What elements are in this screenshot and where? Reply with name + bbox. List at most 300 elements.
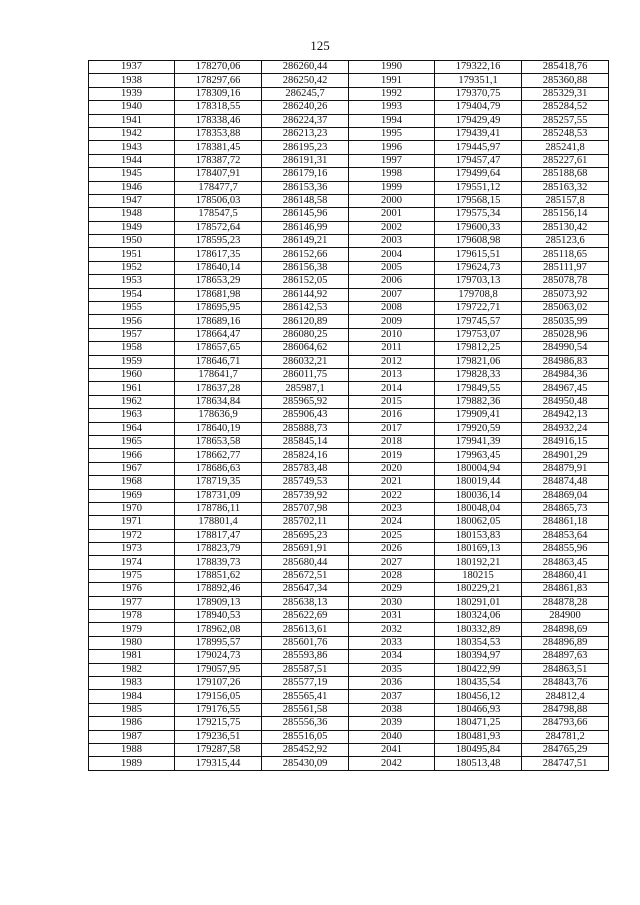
y-coordinate-cell: 285622,69 (262, 610, 349, 623)
x-coordinate-cell: 178547,5 (175, 208, 262, 221)
y-coordinate-cell: 284984,36 (522, 368, 609, 381)
y-coordinate-cell: 285601,76 (262, 636, 349, 649)
y-coordinate-cell: 285647,34 (262, 583, 349, 596)
x-coordinate-cell: 178595,23 (175, 235, 262, 248)
x-coordinate-cell: 178641,7 (175, 368, 262, 381)
point-number-cell: 1978 (89, 610, 175, 623)
y-coordinate-cell: 285241,8 (522, 141, 609, 154)
point-number-cell: 1944 (89, 154, 175, 167)
y-coordinate-cell: 285638,13 (262, 596, 349, 609)
y-coordinate-cell: 285028,96 (522, 328, 609, 341)
point-number-cell: 2040 (349, 730, 435, 743)
y-coordinate-cell: 286191,31 (262, 154, 349, 167)
y-coordinate-cell: 285157,8 (522, 194, 609, 207)
table-row (89, 194, 609, 207)
table-row (89, 221, 609, 234)
x-coordinate-cell: 179909,41 (435, 409, 522, 422)
y-coordinate-cell: 285556,36 (262, 717, 349, 730)
point-number-cell: 1983 (89, 676, 175, 689)
point-number-cell: 2008 (349, 302, 435, 315)
table-row (89, 556, 609, 569)
x-coordinate-cell: 178962,08 (175, 623, 262, 636)
y-coordinate-cell: 284812,4 (522, 690, 609, 703)
point-number-cell: 1970 (89, 502, 175, 515)
point-number-cell: 1959 (89, 355, 175, 368)
y-coordinate-cell: 285188,68 (522, 168, 609, 181)
point-number-cell: 2021 (349, 476, 435, 489)
y-coordinate-cell: 286153,36 (262, 181, 349, 194)
y-coordinate-cell: 284898,69 (522, 623, 609, 636)
point-number-cell: 1942 (89, 127, 175, 140)
point-number-cell: 1992 (349, 87, 435, 100)
x-coordinate-cell: 179236,51 (175, 730, 262, 743)
x-coordinate-cell: 178297,66 (175, 74, 262, 87)
x-coordinate-cell: 179551,12 (435, 181, 522, 194)
x-coordinate-cell: 178634,84 (175, 395, 262, 408)
point-number-cell: 1949 (89, 221, 175, 234)
x-coordinate-cell: 178695,95 (175, 302, 262, 315)
point-number-cell: 1999 (349, 181, 435, 194)
point-number-cell: 2024 (349, 516, 435, 529)
x-coordinate-cell: 179882,36 (435, 395, 522, 408)
point-number-cell: 1943 (89, 141, 175, 154)
y-coordinate-cell: 284863,51 (522, 663, 609, 676)
point-number-cell: 2016 (349, 409, 435, 422)
point-number-cell: 1991 (349, 74, 435, 87)
y-coordinate-cell: 286149,21 (262, 235, 349, 248)
x-coordinate-cell: 180062,05 (435, 516, 522, 529)
table-row (89, 449, 609, 462)
y-coordinate-cell: 286240,26 (262, 101, 349, 114)
point-number-cell: 1957 (89, 328, 175, 341)
x-coordinate-cell: 178338,46 (175, 114, 262, 127)
y-coordinate-cell: 286142,53 (262, 302, 349, 315)
table-row (89, 127, 609, 140)
page-number: 125 (310, 38, 330, 53)
table-row (89, 489, 609, 502)
table-row (89, 717, 609, 730)
point-number-cell: 1987 (89, 730, 175, 743)
y-coordinate-cell: 284863,45 (522, 556, 609, 569)
point-number-cell: 1965 (89, 435, 175, 448)
table-row (89, 87, 609, 100)
table-row (89, 569, 609, 582)
point-number-cell: 2002 (349, 221, 435, 234)
y-coordinate-cell: 286144,92 (262, 288, 349, 301)
x-coordinate-cell: 179568,15 (435, 194, 522, 207)
table-row (89, 74, 609, 87)
y-coordinate-cell: 284781,2 (522, 730, 609, 743)
y-coordinate-cell: 286145,96 (262, 208, 349, 221)
y-coordinate-cell: 284765,29 (522, 743, 609, 756)
point-number-cell: 1948 (89, 208, 175, 221)
point-number-cell: 2029 (349, 583, 435, 596)
table-row (89, 248, 609, 261)
table-row (89, 543, 609, 556)
y-coordinate-cell: 285329,31 (522, 87, 609, 100)
y-coordinate-cell: 285691,91 (262, 543, 349, 556)
y-coordinate-cell: 285284,52 (522, 101, 609, 114)
table-row (89, 502, 609, 515)
y-coordinate-cell: 285130,42 (522, 221, 609, 234)
point-number-cell: 1952 (89, 261, 175, 274)
point-number-cell: 1969 (89, 489, 175, 502)
x-coordinate-cell: 178637,28 (175, 382, 262, 395)
table-row (89, 623, 609, 636)
x-coordinate-cell: 178839,73 (175, 556, 262, 569)
y-coordinate-cell: 286213,23 (262, 127, 349, 140)
x-coordinate-cell: 179920,59 (435, 422, 522, 435)
x-coordinate-cell: 179287,58 (175, 743, 262, 756)
point-number-cell: 2003 (349, 235, 435, 248)
x-coordinate-cell: 178653,29 (175, 275, 262, 288)
x-coordinate-cell: 180324,06 (435, 610, 522, 623)
y-coordinate-cell: 286224,37 (262, 114, 349, 127)
point-number-cell: 2031 (349, 610, 435, 623)
table-row (89, 181, 609, 194)
point-number-cell: 1961 (89, 382, 175, 395)
point-number-cell: 2034 (349, 650, 435, 663)
y-coordinate-cell: 285035,99 (522, 315, 609, 328)
x-coordinate-cell: 178387,72 (175, 154, 262, 167)
y-coordinate-cell: 285063,02 (522, 302, 609, 315)
x-coordinate-cell: 178664,47 (175, 328, 262, 341)
y-coordinate-cell: 286011,75 (262, 368, 349, 381)
y-coordinate-cell: 285695,23 (262, 529, 349, 542)
x-coordinate-cell: 178477,7 (175, 181, 262, 194)
table-row (89, 462, 609, 475)
point-number-cell: 1951 (89, 248, 175, 261)
y-coordinate-cell: 284932,24 (522, 422, 609, 435)
y-coordinate-cell: 285587,51 (262, 663, 349, 676)
y-coordinate-cell: 285672,51 (262, 569, 349, 582)
point-number-cell: 1950 (89, 235, 175, 248)
table-row (89, 730, 609, 743)
y-coordinate-cell: 284916,15 (522, 435, 609, 448)
y-coordinate-cell: 284896,89 (522, 636, 609, 649)
point-number-cell: 2036 (349, 676, 435, 689)
table-row (89, 610, 609, 623)
x-coordinate-cell: 178617,35 (175, 248, 262, 261)
point-number-cell: 1980 (89, 636, 175, 649)
point-number-cell: 1962 (89, 395, 175, 408)
x-coordinate-cell: 180466,93 (435, 703, 522, 716)
table-row (89, 368, 609, 381)
point-number-cell: 1996 (349, 141, 435, 154)
point-number-cell: 2010 (349, 328, 435, 341)
point-number-cell: 2030 (349, 596, 435, 609)
y-coordinate-cell: 285593,86 (262, 650, 349, 663)
y-coordinate-cell: 284861,83 (522, 583, 609, 596)
point-number-cell: 1953 (89, 275, 175, 288)
point-number-cell: 2014 (349, 382, 435, 395)
x-coordinate-cell: 180036,14 (435, 489, 522, 502)
point-number-cell: 2022 (349, 489, 435, 502)
point-number-cell: 2011 (349, 342, 435, 355)
x-coordinate-cell: 179404,79 (435, 101, 522, 114)
point-number-cell: 2028 (349, 569, 435, 582)
x-coordinate-cell: 180229,21 (435, 583, 522, 596)
y-coordinate-cell: 285824,16 (262, 449, 349, 462)
y-coordinate-cell: 284865,73 (522, 502, 609, 515)
point-number-cell: 1990 (349, 61, 435, 74)
table-row (89, 261, 609, 274)
point-number-cell: 1972 (89, 529, 175, 542)
table-row (89, 355, 609, 368)
table-row (89, 636, 609, 649)
x-coordinate-cell: 179624,73 (435, 261, 522, 274)
point-number-cell: 2000 (349, 194, 435, 207)
x-coordinate-cell: 178653,58 (175, 435, 262, 448)
y-coordinate-cell: 285561,58 (262, 703, 349, 716)
point-number-cell: 2018 (349, 435, 435, 448)
y-coordinate-cell: 285111,97 (522, 261, 609, 274)
table-row (89, 422, 609, 435)
x-coordinate-cell: 179370,75 (435, 87, 522, 100)
table-row (89, 315, 609, 328)
point-number-cell: 1955 (89, 302, 175, 315)
point-number-cell: 2025 (349, 529, 435, 542)
point-number-cell: 1984 (89, 690, 175, 703)
x-coordinate-cell: 179722,71 (435, 302, 522, 315)
y-coordinate-cell: 284853,64 (522, 529, 609, 542)
x-coordinate-cell: 179849,55 (435, 382, 522, 395)
x-coordinate-cell: 179107,26 (175, 676, 262, 689)
x-coordinate-cell: 180004,94 (435, 462, 522, 475)
y-coordinate-cell: 285452,92 (262, 743, 349, 756)
x-coordinate-cell: 179575,34 (435, 208, 522, 221)
x-coordinate-cell: 178309,16 (175, 87, 262, 100)
x-coordinate-cell: 180291,01 (435, 596, 522, 609)
x-coordinate-cell: 178572,64 (175, 221, 262, 234)
point-number-cell: 1947 (89, 194, 175, 207)
y-coordinate-cell: 284897,63 (522, 650, 609, 663)
x-coordinate-cell: 179322,16 (435, 61, 522, 74)
y-coordinate-cell: 285073,92 (522, 288, 609, 301)
point-number-cell: 1989 (89, 757, 175, 770)
y-coordinate-cell: 285360,88 (522, 74, 609, 87)
x-coordinate-cell: 180192,21 (435, 556, 522, 569)
point-number-cell: 2037 (349, 690, 435, 703)
point-number-cell: 1974 (89, 556, 175, 569)
y-coordinate-cell: 286156,38 (262, 261, 349, 274)
point-number-cell: 1981 (89, 650, 175, 663)
point-number-cell: 2033 (349, 636, 435, 649)
point-number-cell: 1995 (349, 127, 435, 140)
x-coordinate-cell: 180048,04 (435, 502, 522, 515)
x-coordinate-cell: 179351,1 (435, 74, 522, 87)
table-row (89, 663, 609, 676)
y-coordinate-cell: 284900 (522, 610, 609, 623)
x-coordinate-cell: 180332,89 (435, 623, 522, 636)
point-number-cell: 1938 (89, 74, 175, 87)
point-number-cell: 1954 (89, 288, 175, 301)
table-row (89, 114, 609, 127)
x-coordinate-cell: 179445,97 (435, 141, 522, 154)
y-coordinate-cell: 285078,78 (522, 275, 609, 288)
x-coordinate-cell: 178662,77 (175, 449, 262, 462)
x-coordinate-cell: 179024,73 (175, 650, 262, 663)
x-coordinate-cell: 178270,06 (175, 61, 262, 74)
y-coordinate-cell: 285783,48 (262, 462, 349, 475)
point-number-cell: 1940 (89, 101, 175, 114)
x-coordinate-cell: 178353,88 (175, 127, 262, 140)
y-coordinate-cell: 286148,58 (262, 194, 349, 207)
table-row (89, 435, 609, 448)
point-number-cell: 2023 (349, 502, 435, 515)
table-row (89, 208, 609, 221)
x-coordinate-cell: 180435,54 (435, 676, 522, 689)
y-coordinate-cell: 285613,61 (262, 623, 349, 636)
x-coordinate-cell: 179057,95 (175, 663, 262, 676)
y-coordinate-cell: 286152,66 (262, 248, 349, 261)
point-number-cell: 2007 (349, 288, 435, 301)
x-coordinate-cell: 179821,06 (435, 355, 522, 368)
x-coordinate-cell: 178801,4 (175, 516, 262, 529)
point-number-cell: 1979 (89, 623, 175, 636)
table-row (89, 328, 609, 341)
x-coordinate-cell: 179708,8 (435, 288, 522, 301)
table-row (89, 154, 609, 167)
x-coordinate-cell: 178381,45 (175, 141, 262, 154)
y-coordinate-cell: 285749,53 (262, 476, 349, 489)
x-coordinate-cell: 178681,98 (175, 288, 262, 301)
point-number-cell: 1986 (89, 717, 175, 730)
point-number-cell: 1998 (349, 168, 435, 181)
point-number-cell: 1960 (89, 368, 175, 381)
y-coordinate-cell: 284869,04 (522, 489, 609, 502)
point-number-cell: 1997 (349, 154, 435, 167)
table-body (89, 61, 609, 771)
coordinates-table (88, 60, 609, 771)
point-number-cell: 1945 (89, 168, 175, 181)
y-coordinate-cell: 284855,96 (522, 543, 609, 556)
x-coordinate-cell: 179457,47 (435, 154, 522, 167)
x-coordinate-cell: 179215,75 (175, 717, 262, 730)
x-coordinate-cell: 178640,14 (175, 261, 262, 274)
point-number-cell: 1993 (349, 101, 435, 114)
y-coordinate-cell: 286064,62 (262, 342, 349, 355)
x-coordinate-cell: 180153,83 (435, 529, 522, 542)
x-coordinate-cell: 179753,07 (435, 328, 522, 341)
x-coordinate-cell: 180422,99 (435, 663, 522, 676)
x-coordinate-cell: 178640,19 (175, 422, 262, 435)
point-number-cell: 2012 (349, 355, 435, 368)
x-coordinate-cell: 180456,12 (435, 690, 522, 703)
x-coordinate-cell: 179156,05 (175, 690, 262, 703)
y-coordinate-cell: 285702,11 (262, 516, 349, 529)
x-coordinate-cell: 179812,25 (435, 342, 522, 355)
point-number-cell: 1946 (89, 181, 175, 194)
y-coordinate-cell: 286245,7 (262, 87, 349, 100)
y-coordinate-cell: 285707,98 (262, 502, 349, 515)
y-coordinate-cell: 286195,23 (262, 141, 349, 154)
table-row (89, 275, 609, 288)
x-coordinate-cell: 180513,48 (435, 757, 522, 770)
y-coordinate-cell: 285118,65 (522, 248, 609, 261)
x-coordinate-cell: 178851,62 (175, 569, 262, 582)
y-coordinate-cell: 285565,41 (262, 690, 349, 703)
table-row (89, 703, 609, 716)
point-number-cell: 1967 (89, 462, 175, 475)
x-coordinate-cell: 178506,03 (175, 194, 262, 207)
point-number-cell: 2013 (349, 368, 435, 381)
point-number-cell: 2035 (349, 663, 435, 676)
x-coordinate-cell: 178719,35 (175, 476, 262, 489)
point-number-cell: 1982 (89, 663, 175, 676)
x-coordinate-cell: 178995,57 (175, 636, 262, 649)
x-coordinate-cell: 180481,93 (435, 730, 522, 743)
y-coordinate-cell: 286080,25 (262, 328, 349, 341)
table-row (89, 235, 609, 248)
x-coordinate-cell: 180495,84 (435, 743, 522, 756)
table-row (89, 409, 609, 422)
point-number-cell: 2015 (349, 395, 435, 408)
y-coordinate-cell: 284942,13 (522, 409, 609, 422)
point-number-cell: 1937 (89, 61, 175, 74)
x-coordinate-cell: 178689,16 (175, 315, 262, 328)
y-coordinate-cell: 286146,99 (262, 221, 349, 234)
y-coordinate-cell: 286152,05 (262, 275, 349, 288)
x-coordinate-cell: 178731,09 (175, 489, 262, 502)
table-row (89, 583, 609, 596)
x-coordinate-cell: 178318,55 (175, 101, 262, 114)
y-coordinate-cell: 284861,18 (522, 516, 609, 529)
y-coordinate-cell: 284747,51 (522, 757, 609, 770)
x-coordinate-cell: 180169,13 (435, 543, 522, 556)
table-row (89, 650, 609, 663)
table-row (89, 168, 609, 181)
table-row (89, 529, 609, 542)
point-number-cell: 2026 (349, 543, 435, 556)
y-coordinate-cell: 285577,19 (262, 676, 349, 689)
point-number-cell: 1977 (89, 596, 175, 609)
table-row (89, 690, 609, 703)
table-row (89, 516, 609, 529)
y-coordinate-cell: 284843,76 (522, 676, 609, 689)
point-number-cell: 1964 (89, 422, 175, 435)
x-coordinate-cell: 179828,33 (435, 368, 522, 381)
x-coordinate-cell: 180471,25 (435, 717, 522, 730)
y-coordinate-cell: 285156,14 (522, 208, 609, 221)
x-coordinate-cell: 178657,65 (175, 342, 262, 355)
y-coordinate-cell: 285680,44 (262, 556, 349, 569)
table-row (89, 596, 609, 609)
point-number-cell: 2001 (349, 208, 435, 221)
y-coordinate-cell: 284874,48 (522, 476, 609, 489)
point-number-cell: 1956 (89, 315, 175, 328)
point-number-cell: 2032 (349, 623, 435, 636)
point-number-cell: 2038 (349, 703, 435, 716)
x-coordinate-cell: 178786,11 (175, 502, 262, 515)
point-number-cell: 1968 (89, 476, 175, 489)
point-number-cell: 1941 (89, 114, 175, 127)
y-coordinate-cell: 285888,73 (262, 422, 349, 435)
x-coordinate-cell: 178686,63 (175, 462, 262, 475)
x-coordinate-cell: 179439,41 (435, 127, 522, 140)
y-coordinate-cell: 286260,44 (262, 61, 349, 74)
point-number-cell: 2019 (349, 449, 435, 462)
y-coordinate-cell: 285418,76 (522, 61, 609, 74)
point-number-cell: 2006 (349, 275, 435, 288)
point-number-cell: 2017 (349, 422, 435, 435)
table-row (89, 61, 609, 74)
point-number-cell: 2005 (349, 261, 435, 274)
point-number-cell: 1985 (89, 703, 175, 716)
table-row (89, 288, 609, 301)
y-coordinate-cell: 286032,21 (262, 355, 349, 368)
x-coordinate-cell: 179608,98 (435, 235, 522, 248)
